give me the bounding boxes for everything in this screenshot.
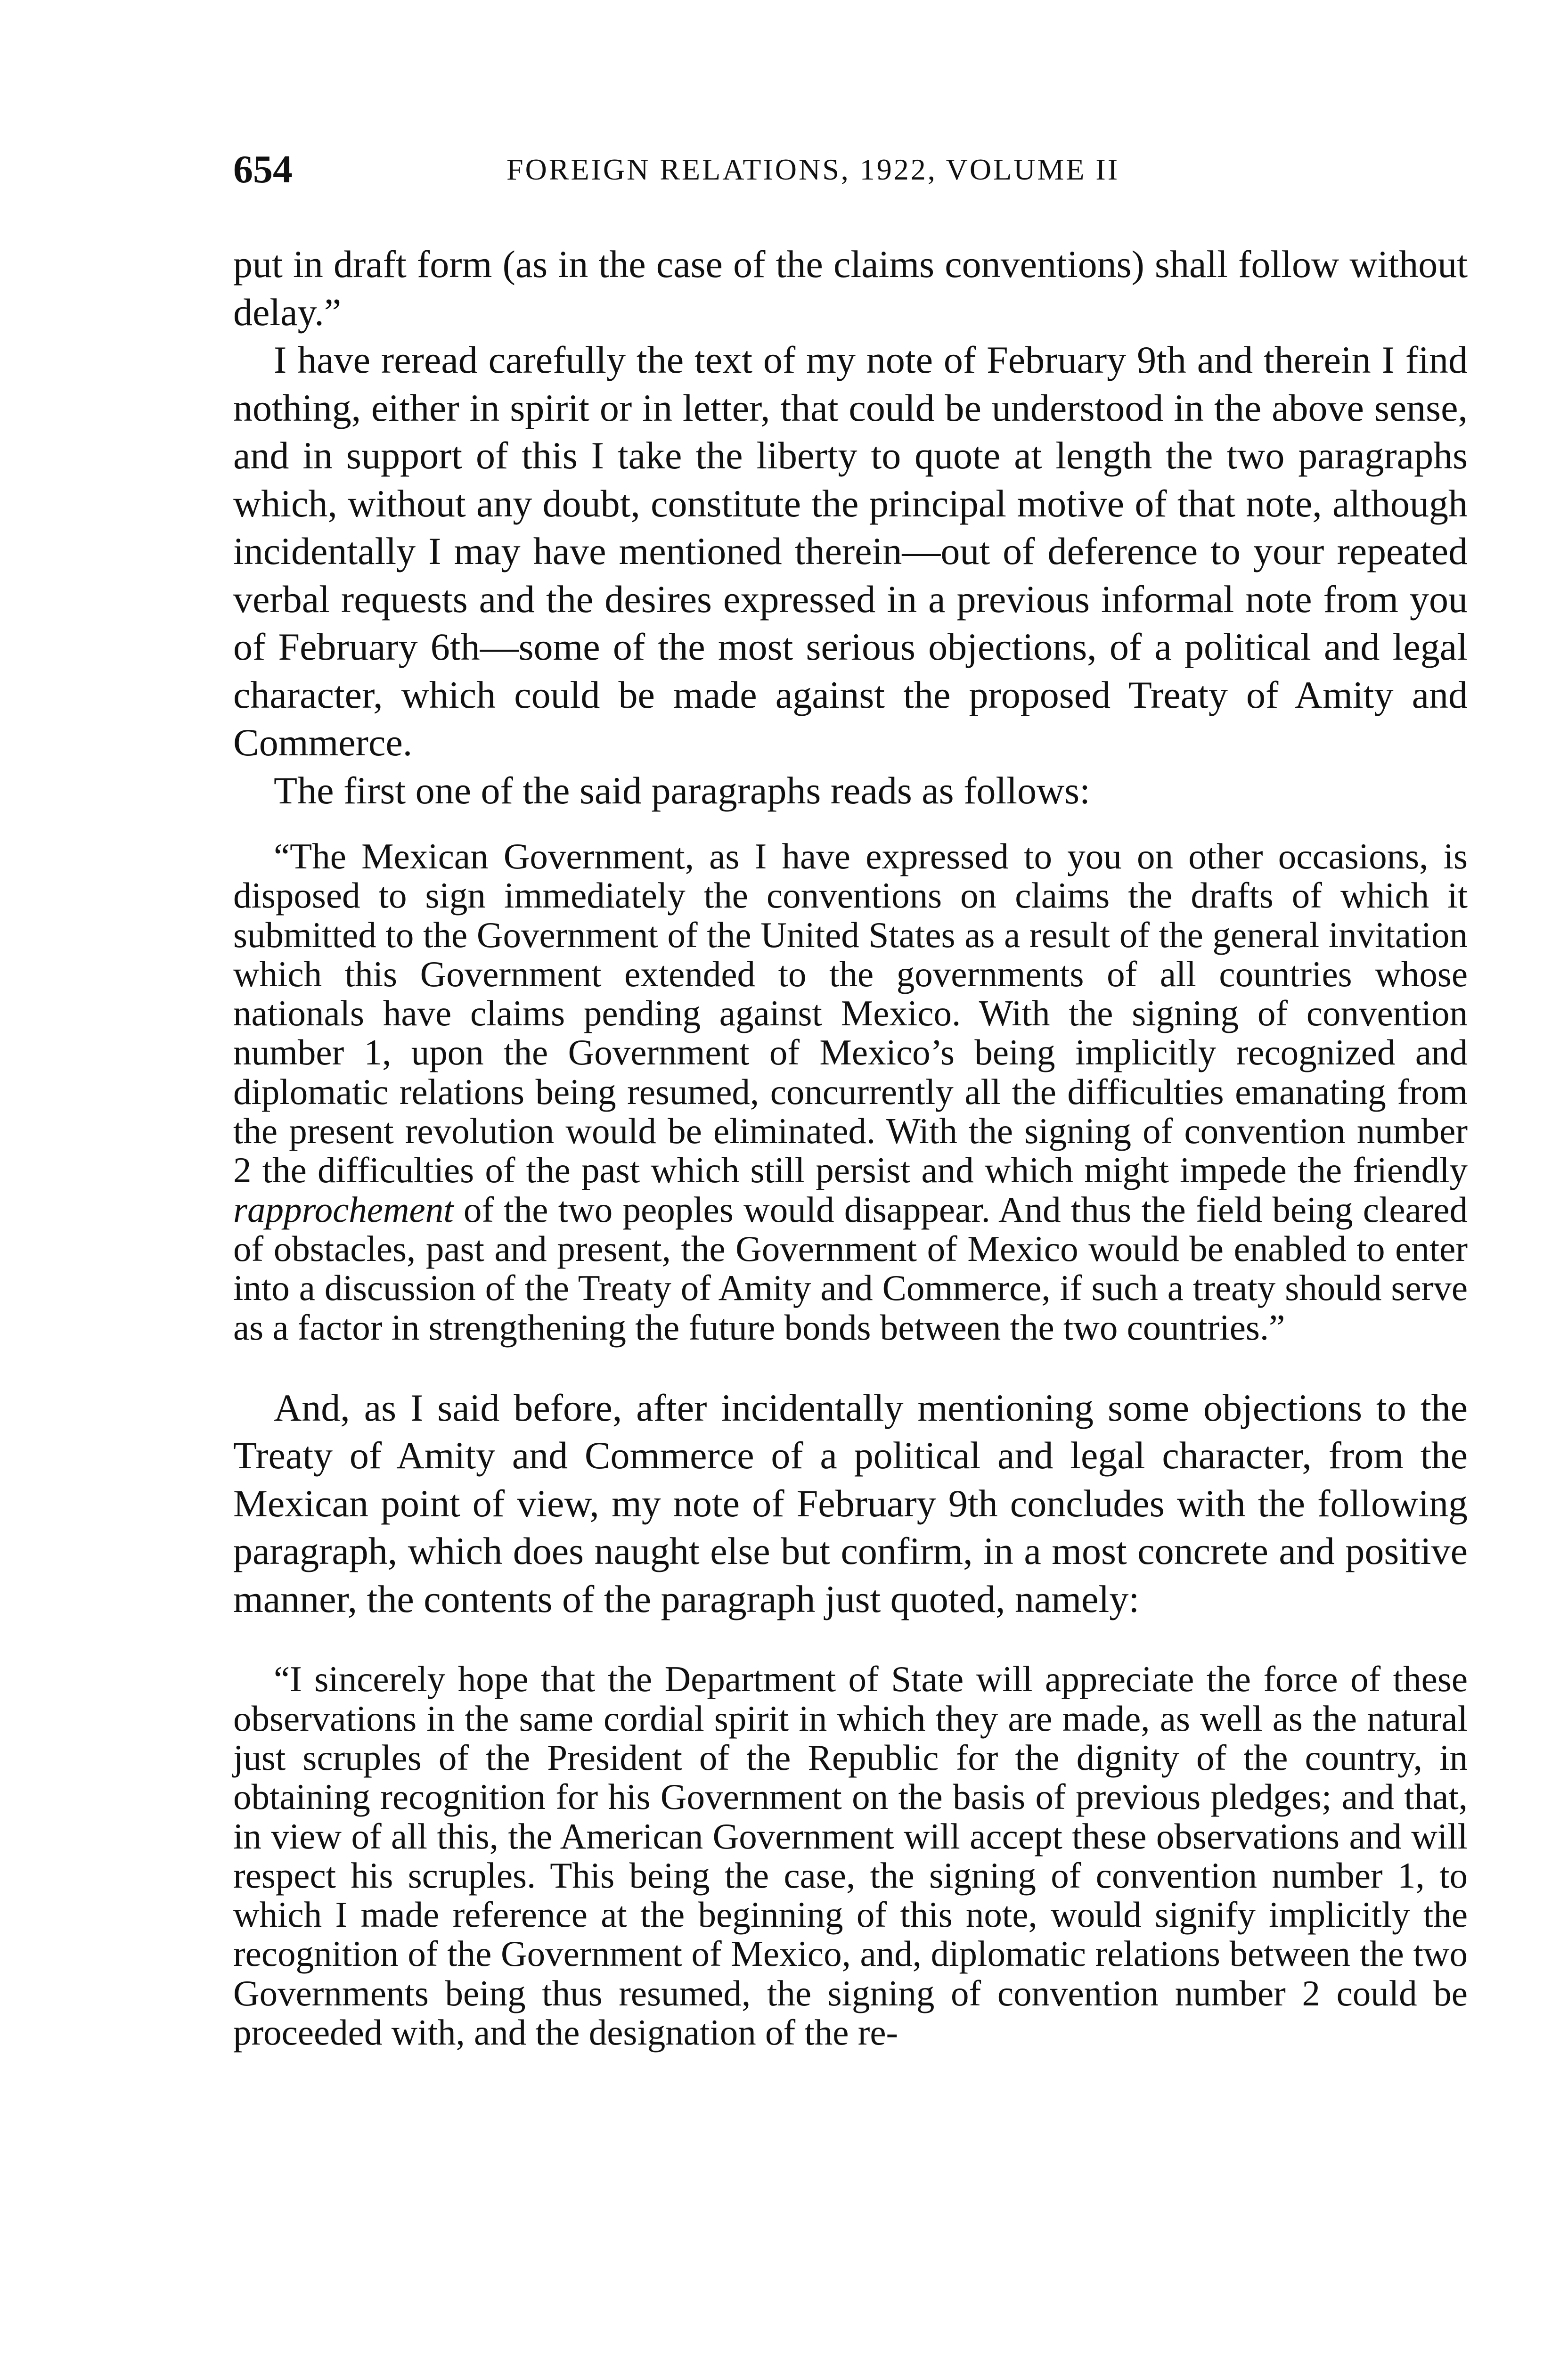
page-number: 654 — [233, 147, 293, 191]
quote-text-after-italic: of the two peoples would disappear. And thus the field being cleared of obstacles, past and present, the Government of Mexico would be enabled to enter into a discussion of the Treaty of Amity and Commerce, if such a treaty should serve as a factor in strengthening the future bonds between the two countries.” — [233, 1189, 1468, 1348]
quote-text-before-italic: “The Mexican Government, as I have expressed to you on other occasions, is disposed to sign immediately the conventions on claims the drafts of which it submitted to the Government of the United States as a result of the general invitation which this Government extended to the governments of all countries whose nationals have claims pending against Mexico. With the signing of convention number 1, upon the Government of Mexico’s being implicitly recognized and diplomatic relations being resumed, concurrently all the difficulties emanating from the present revolution would be eliminated. With the signing of convention number 2 the difficulties of the past which still persist and which might impede the friendly — [233, 836, 1468, 1191]
quoted-paragraph-department-of-state: “I sincerely hope that the Department of State will appreciate the force of these observations in the same cordial spirit in which they are made, as well as the natural just scruples of the President of the Republic for the dignity of the country, in obtaining recognition for his Government on the basis of previous pledges; and that, in view of all this, the American Government will accept these observations and will respect his scruples. This being the case, the signing of convention number 1, to which I made reference at the beginning of this note, would signify implicitly the recognition of the Government of Mexico, and, diplomatic relations between the two Governments being thus resumed, the signing of convention number 2 could be proceeded with, and the designation of the re- — [233, 1659, 1468, 2053]
quoted-paragraph-mexican-government — [233, 837, 1468, 1347]
paragraph-as-i-said: And, as I said before, after incidentally mentioning some objections to the Treaty of Amity and Commerce of a political and legal character, from the Mexican point of view, my note of February 9th concludes with the following paragraph, which does naught else but confirm, in a most concrete and positive manner, the contents of the paragraph just quoted, namely: — [233, 1386, 1468, 1620]
italic-rapprochement: rapprochement — [233, 1189, 454, 1230]
page-header — [233, 144, 1468, 196]
paragraph-reread-note: I have reread carefully the text of my note of February 9th and therein I find nothing, either in spirit or in letter, that could be understood in the above sense, and in support of this I take the liberty to quote at length the two paragraphs which, without any doubt, constitute the principal motive of that note, although incidentally I may have mentioned therein—out of deference to your repeated verbal requests and the desires expressed in a previous informal note from you of February 6th—some of the most serious objections, of a political and legal character, which could be made against the proposed Treaty of Amity and Commerce. — [233, 338, 1468, 764]
paragraph-first-one: The first one of the said paragraphs reads as follows: — [274, 769, 1090, 812]
document-body — [233, 240, 1468, 2052]
running-title: FOREIGN RELATIONS, 1922, VOLUME II — [506, 153, 1119, 186]
paragraph-continued: put in draft form (as in the case of the claims conventions) shall follow without delay.” — [233, 243, 1468, 334]
